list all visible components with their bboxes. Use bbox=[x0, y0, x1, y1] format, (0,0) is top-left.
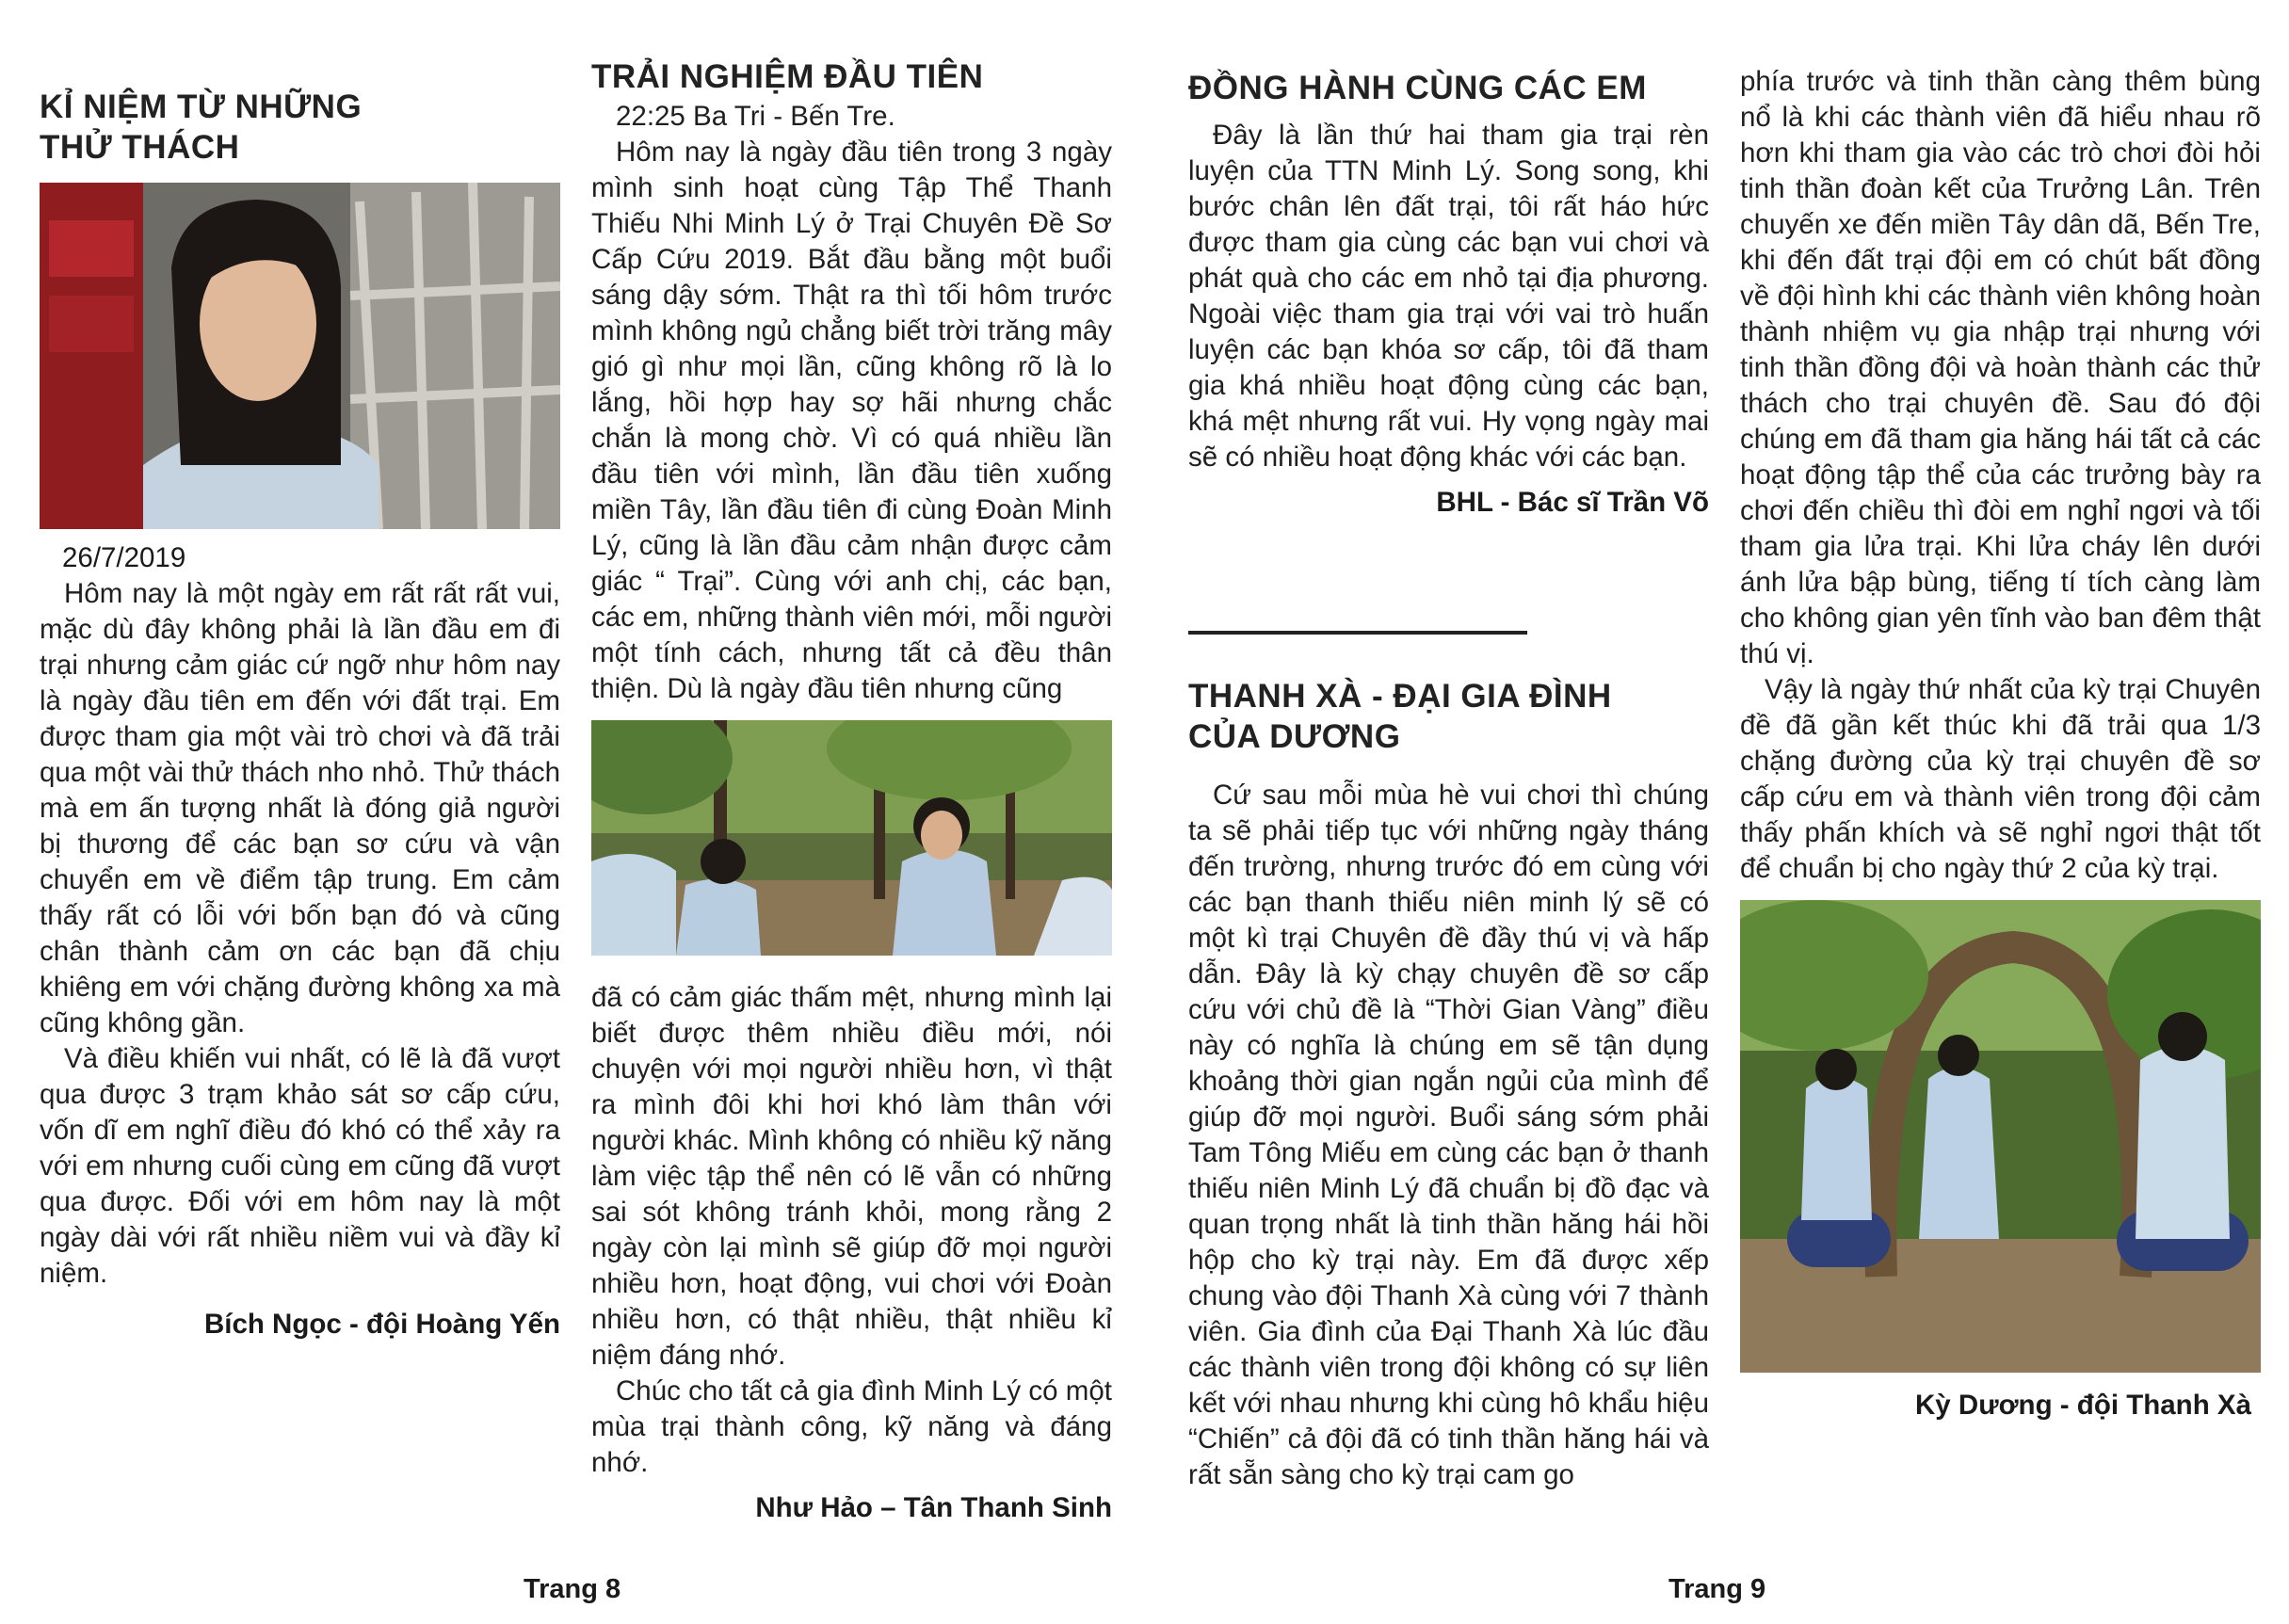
page-number-right: Trang 9 bbox=[1668, 1574, 1766, 1604]
title-line-2: THỬ THÁCH bbox=[40, 129, 240, 166]
title-line-1: THANH XÀ - ĐẠI GIA ĐÌNH bbox=[1188, 678, 1612, 715]
article-byline: Kỳ Dương - đội Thanh Xà bbox=[1915, 1390, 2251, 1421]
article-date: 26/7/2019 bbox=[62, 542, 186, 573]
paragraph: Hôm nay là ngày đầu tiên trong 3 ngày mình sinh hoạt cùng Tập Thể Thanh Thiếu Nhi Minh Lý ở Trại Chuyên Đề Sơ Cấp Cứu 2019. Bắt đầu bằng một buổi sáng dậy sớm. Thật ra thì tối hôm trước mình không ngủ chẳng biết trời trăng mây gió gì như mọi lần, cũng không rõ là lo lắng, hồi hợp hay sợ hãi nhưng chắc chắn là mong chờ. Vì có quá nhiều lần đầu tiên với mình, lần đầu tiên xuống miền Tây, lần đầu tiên đi cùng Đoàn Minh Lý, cũng là lần đầu cảm nhận được cảm giác “ Trại”. Cùng với anh chị, các bạn, các em, những thành viên mới, mỗi người một tính cách, nhưng tất cả đều thân thiện. Dù là ngày đầu tiên nhưng cũng bbox=[591, 137, 1112, 704]
photo-swing-tires bbox=[1740, 900, 2261, 1373]
photo-girl-portrait bbox=[40, 183, 560, 529]
paragraph: Hôm nay là một ngày em rất rất rất vui, mặc dù đây không phải là lần đầu em đi trại nhưng cảm giác cứ ngỡ như hôm nay là ngày đầu tiên em đến với đất trại. Em được tham gia một vài trò chơi và đã trải qua một vài thử thách nho nhỏ. Thử thách mà em ấn tượng nhất là đóng giả người bị thương để các bạn sơ cứu và vận chuyển em về điểm tập trung. Em cảm thấy rất có lỗi với bốn bạn đó và cũng chân thành cảm ơn các bạn đã chịu khiêng em với chặng đường không xa mà cũng không gần. bbox=[40, 578, 560, 1038]
title-line-1: KỈ NIỆM TỪ NHỮNG bbox=[40, 88, 363, 125]
paragraph: Vậy là ngày thứ nhất của kỳ trại Chuyên đề đã gần kết thúc khi đã trải qua 1/3 chặng đường của kỳ trại chuyên đề sơ cấp cứu em và thành viên trong đội cảm thấy phấn khích và sẽ nghỉ ngơi thật tốt để chuẩn bị cho ngày thứ 2 của kỳ trại. bbox=[1740, 674, 2261, 884]
article-dateline: 22:25 Ba Tri - Bến Tre. bbox=[616, 101, 895, 132]
article-byline: Như Hảo – Tân Thanh Sinh bbox=[755, 1492, 1112, 1523]
section-divider bbox=[1188, 631, 1527, 635]
article-byline: BHL - Bác sĩ Trần Võ bbox=[1436, 487, 1709, 518]
photo-camp-group bbox=[591, 720, 1112, 956]
article-thanh-xa-continued bbox=[1740, 64, 2261, 1423]
paragraph: Đây là lần thứ hai tham gia trại rèn luyện của TTN Minh Lý. Song song, khi bước chân lên đất trại, tôi rất háo hức được tham gia cùng các bạn vui chơi và phát quà cho các em nhỏ tại địa phương. Ngoài việc tham gia trại với vai trò huấn luyện các bạn khóa sơ cấp, tôi đã tham gia khá nhiều hoạt động cùng các bạn, khá mệt nhưng rất vui. Hy vọng ngày mai sẽ có nhiều hoạt động khác với các bạn. bbox=[1188, 120, 1709, 473]
paragraph: Cứ sau mỗi mùa hè vui chơi thì chúng ta sẽ phải tiếp tục với những ngày tháng đến trường, nhưng trước đó em cùng với các bạn thanh thiếu niên minh lý sẽ có một kì trại Chuyên đề đầy thú vị và hấp dẫn. Đây là kỳ chạy chuyên đề sơ cấp cứu với chủ đề là “Thời Gian Vàng” điều này có nghĩa là chúng em sẽ tận dụng khoảng thời gian ngắn ngủi của mình để giúp đỡ mọi người. Buổi sáng sớm phải Tam Tông Miếu em cùng các bạn ở thanh thiếu niên Minh Lý đã chuẩn bị đồ đạc và quan trọng nhất là tinh thần hăng hái hồi hộp cho kỳ trại này. Em đã được xếp chung vào đội Thanh Xà cùng với 7 thành viên. Gia đình của Đại Thanh Xà lúc đầu các thành viên trong đội không có sự liên kết với nhau nhưng khi cùng hô khẩu hiệu “Chiến” cả đội đã có tinh thần hăng hái và rất sẵn sàng cho kỳ trại cam go bbox=[1188, 780, 1709, 1490]
paragraph-continued: đã có cảm giác thấm mệt, nhưng mình lại biết được thêm nhiều điều mới, nói chuyện với mọi người nhiều hơn, vì thật ra mình đôi khi hơi khó làm thân với người khác. Mình không có nhiều kỹ năng làm việc tập thể nên có lẽ vẫn có những sai sót không tránh khỏi, mong rằng 2 ngày còn lại mình sẽ giúp đỡ mọi người nhiều hơn, hoạt động, vui chơi với Đoàn nhiều hơn, có thật nhiều, thật nhiều kỉ niệm đáng nhớ. bbox=[591, 982, 1112, 1371]
title-line-2: CỦA DƯƠNG bbox=[1188, 718, 1401, 755]
article-dong-hanh bbox=[1188, 68, 1709, 521]
paragraph-continued: phía trước và tinh thần càng thêm bùng nổ là khi các thành viên đã hiểu nhau rõ hơn khi tham gia vào các trò chơi đòi hỏi tinh thần đoàn kết của Trưởng Lân. Trên chuyến xe đến miền Tây dân dã, Bến Tre, khi đến đất trại đội em có chút bất đồng về đội hình khi các thành viên không hoàn thành nhiệm vụ gia nhập trại nhưng với tinh thần đồng đội và hoàn thành các thử thách cho trại chuyên đề. Sau đó đội chúng em đã tham gia hăng hái tất cả các hoạt động tập thể của các trưởng bày ra chơi đến chiều thì đòi em nghỉ ngơi và tối tham gia lửa trại. Khi lửa cháy lên dưới ánh lửa bập bùng, tiếng tí tích càng làm cho không gian yên tĩnh vào ban đêm thật thú vị. bbox=[1740, 66, 2261, 669]
paragraph: Và điều khiến vui nhất, có lẽ là đã vượt qua được 3 trạm khảo sát sơ cấp cứu, vốn dĩ em nghĩ điều đó khó có thể xảy ra với em nhưng cuối cùng em cũng đã vượt qua được. Đối với em hôm nay là một ngày dài với rất nhiều niềm vui và đầy kỉ niệm. bbox=[40, 1043, 560, 1289]
article-title: ĐỒNG HÀNH CÙNG CÁC EM bbox=[1188, 70, 1647, 106]
article-thanh-xa bbox=[1188, 676, 1709, 1493]
article-title bbox=[1188, 676, 1709, 757]
article-title bbox=[40, 87, 560, 168]
page-number-left: Trang 8 bbox=[524, 1574, 621, 1604]
article-title: TRẢI NGHIỆM ĐẦU TIÊN bbox=[591, 58, 984, 95]
article-byline: Bích Ngọc - đội Hoàng Yến bbox=[203, 1309, 560, 1340]
article-ki-niem bbox=[40, 87, 560, 1343]
article-trai-nghiem bbox=[591, 56, 1112, 1526]
paragraph: Chúc cho tất cả gia đình Minh Lý có một mùa trại thành công, kỹ năng và đáng nhớ. bbox=[591, 1375, 1112, 1478]
